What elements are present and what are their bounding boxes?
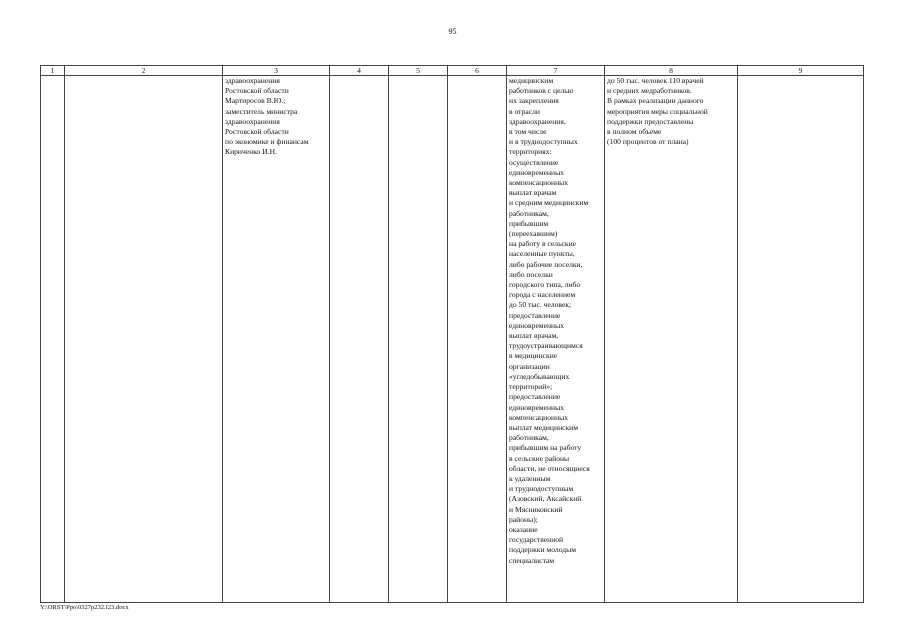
cell-col-1 [41,76,65,603]
table-row [41,76,864,603]
cell-col-6 [448,76,507,603]
cell-measures-description: медицинским работников с целью их закрепления в отрасли здравоохранения, в том числе и в труднодоступных территориях: осуществление единовременных компенсационных выплат врачам и средним медицинским работникам, прибывшим (переехавшим) на работу в сельские населенные пункты, либо рабочие поселки, либо поселки городского типа, либо города с населением до 50 тыс. человек; предоставление единовременных выплат врачам, трудоустраивающимся в медицинские организации «угледобывающих территорий»; предоставление единовременных компенсационных выплат медицинским работникам, прибывшим на работу в сельские районы области, не относящиеся к удаленным и труднодоступным (Азовский, Аксайский и Мясниковский районы); оказание государственной поддержки молодым специалистам [507,76,605,603]
column-header-4: 4 [330,66,389,76]
column-header-3: 3 [223,66,330,76]
column-header-8: 8 [605,66,738,76]
column-header-2: 2 [65,66,223,76]
cell-col-4 [330,76,389,603]
column-header-5: 5 [389,66,448,76]
table-header-row [41,66,864,76]
cell-col-5 [389,76,448,603]
footer-file-path: Y:\ORST\Ppo\0327p232.f23.docx [40,604,129,611]
cell-col-9 [738,76,864,603]
cell-implementation-result: до 50 тыс. человек 110 врачей и средних медработников. В рамках реализации данного мероприятия меры социальной поддержки предоставлены в полном объеме (100 процентов от плана) [605,76,738,603]
document-table [40,65,864,603]
page-number: 95 [448,27,457,36]
column-header-6: 6 [448,66,507,76]
column-header-1: 1 [41,66,65,76]
column-header-9: 9 [738,66,864,76]
column-header-7: 7 [507,66,605,76]
cell-col-2 [65,76,223,603]
cell-responsible-persons: здравоохранения Ростовской области Мартиросов В.Ю.; заместитель министра здравоохранения Ростовской области по экономике и финансам Кириченко И.Н. [223,76,330,603]
